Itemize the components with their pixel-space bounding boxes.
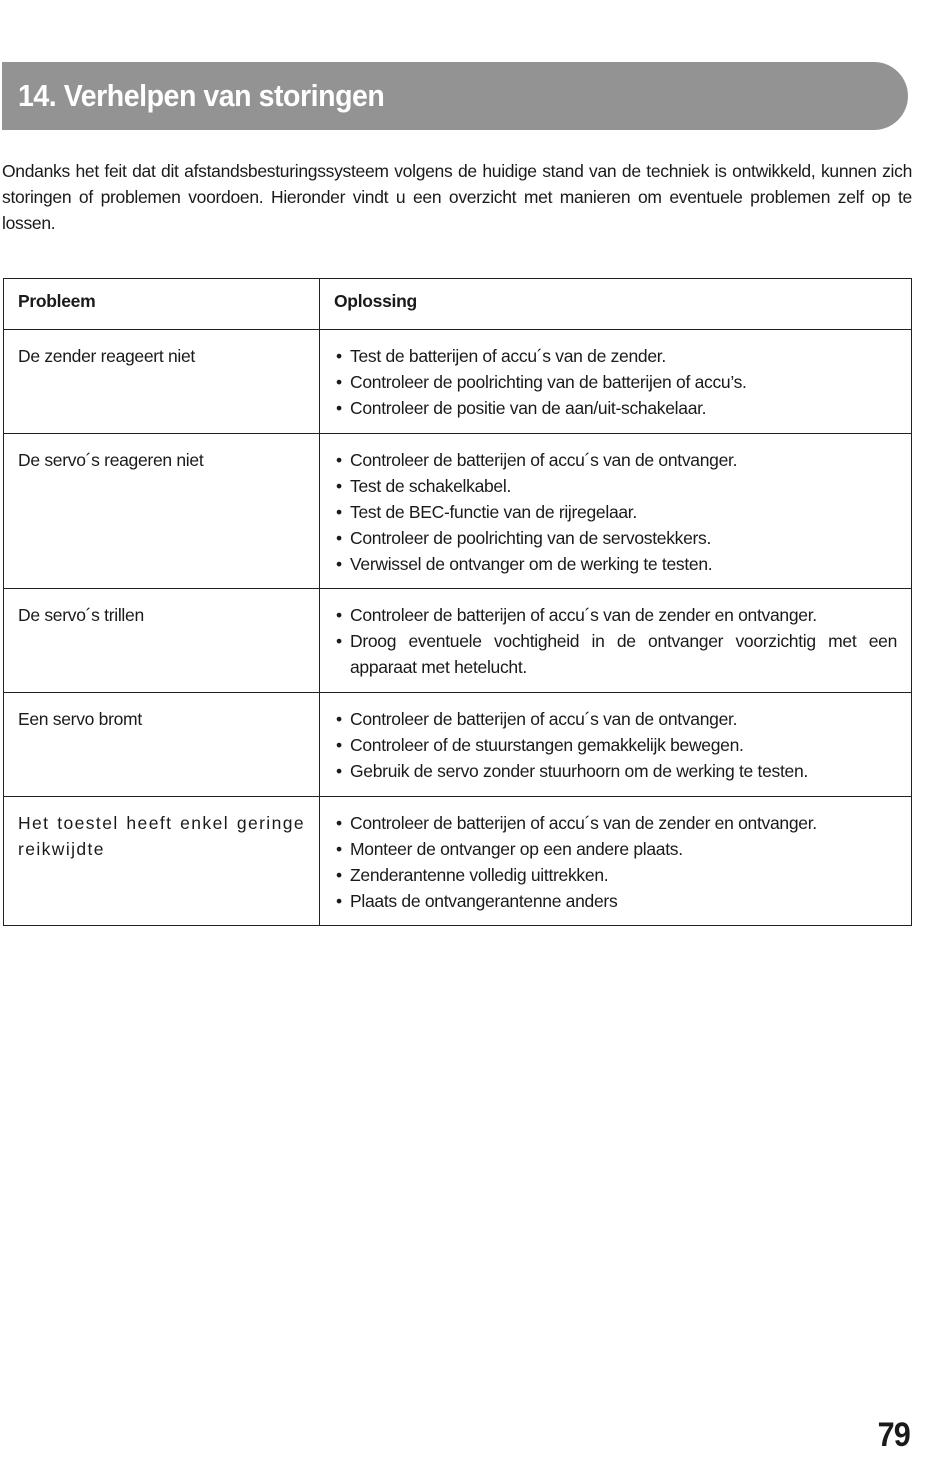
- solution-text: Droog eventuele vochtigheid in de ontvanger voorzichtig met een apparaat met hetelucht.: [350, 631, 897, 677]
- solution-cell: [320, 589, 912, 693]
- solution-text: Test de schakelkabel.: [350, 476, 512, 496]
- solution-list: [334, 810, 897, 914]
- intro-paragraph: Ondanks het feit dat dit afstandsbesturingssysteem volgens de huidige stand van de techniek is ontwikkeld, kunnen zich storingen of problemen voordoen. Hieronder vindt u een overzicht met manieren om eventuele problemen zelf op te lossen.: [2, 161, 912, 233]
- section-banner: [2, 62, 908, 130]
- table-header-row: [4, 279, 912, 330]
- solution-item: [334, 758, 897, 784]
- header-solution: Oplossing: [320, 279, 912, 330]
- table-row: [4, 434, 912, 589]
- bullet-icon: •: [336, 631, 342, 651]
- solution-item: [334, 369, 897, 395]
- solution-text: Controleer de poolrichting van de servostekkers.: [350, 528, 712, 548]
- table-row: [4, 330, 912, 434]
- bullet-icon: •: [336, 865, 342, 885]
- bullet-icon: •: [336, 554, 342, 574]
- solution-item: [334, 888, 897, 914]
- solution-cell: [320, 693, 912, 797]
- solution-item: [334, 810, 897, 836]
- bullet-icon: •: [336, 709, 342, 729]
- solution-text: Gebruik de servo zonder stuurhoorn om de werking te testen.: [350, 761, 808, 781]
- page-number: 79: [877, 1416, 910, 1454]
- solution-item: [334, 732, 897, 758]
- solution-cell: [320, 434, 912, 589]
- bullet-icon: •: [336, 761, 342, 781]
- bullet-icon: •: [336, 891, 342, 911]
- problem-cell: De servo´s trillen: [4, 589, 320, 693]
- solution-list: [334, 602, 897, 680]
- bullet-icon: •: [336, 502, 342, 522]
- solution-text: Controleer de positie van de aan/uit-schakelaar.: [350, 398, 707, 418]
- bullet-icon: •: [336, 398, 342, 418]
- solution-text: Controleer of de stuurstangen gemakkelijk bewegen.: [350, 735, 744, 755]
- problem-cell: De zender reageert niet: [4, 330, 320, 434]
- solution-item: [334, 862, 897, 888]
- solution-text: Controleer de batterijen of accu´s van de zender en ontvanger.: [350, 605, 817, 625]
- solution-item: [334, 499, 897, 525]
- header-problem: Probleem: [4, 279, 320, 330]
- solution-text: Verwissel de ontvanger om de werking te testen.: [350, 554, 713, 574]
- solution-text: Plaats de ontvangerantenne anders: [350, 891, 618, 911]
- solution-list: [334, 706, 897, 784]
- bullet-icon: •: [336, 372, 342, 392]
- solution-item: [334, 551, 897, 577]
- bullet-icon: •: [336, 450, 342, 470]
- problem-cell: Een servo bromt: [4, 693, 320, 797]
- troubleshooting-table: [3, 278, 912, 926]
- solution-item: [334, 473, 897, 499]
- solution-text: Controleer de batterijen of accu´s van de zender en ontvanger.: [350, 813, 817, 833]
- solution-item: [334, 602, 897, 628]
- bullet-icon: •: [336, 735, 342, 755]
- solution-item: [334, 447, 897, 473]
- table-row: [4, 589, 912, 693]
- solution-item: [334, 706, 897, 732]
- solution-item: [334, 628, 897, 680]
- solution-text: Controleer de batterijen of accu´s van de ontvanger.: [350, 709, 738, 729]
- solution-cell: [320, 797, 912, 926]
- solution-text: Monteer de ontvanger op een andere plaats.: [350, 839, 683, 859]
- problem-cell: Het toestel heeft enkel geringe reikwijdte: [4, 797, 320, 926]
- bullet-icon: •: [336, 813, 342, 833]
- solution-cell: [320, 330, 912, 434]
- bullet-icon: •: [336, 346, 342, 366]
- solution-text: Test de BEC-functie van de rijregelaar.: [350, 502, 637, 522]
- solution-item: [334, 395, 897, 421]
- solution-list: [334, 447, 897, 577]
- solution-item: [334, 836, 897, 862]
- table-row: [4, 797, 912, 926]
- bullet-icon: •: [336, 605, 342, 625]
- solution-item: [334, 525, 897, 551]
- solution-list: [334, 343, 897, 421]
- solution-text: Zenderantenne volledig uittrekken.: [350, 865, 609, 885]
- solution-item: [334, 343, 897, 369]
- bullet-icon: •: [336, 476, 342, 496]
- bullet-icon: •: [336, 528, 342, 548]
- solution-text: Controleer de poolrichting van de batterijen of accu’s.: [350, 372, 747, 392]
- bullet-icon: •: [336, 839, 342, 859]
- table-row: [4, 693, 912, 797]
- solution-text: Controleer de batterijen of accu´s van de ontvanger.: [350, 450, 738, 470]
- problem-cell: De servo´s reageren niet: [4, 434, 320, 589]
- section-title: 14. Verhelpen van storingen: [18, 78, 385, 113]
- solution-text: Test de batterijen of accu´s van de zender.: [350, 346, 666, 366]
